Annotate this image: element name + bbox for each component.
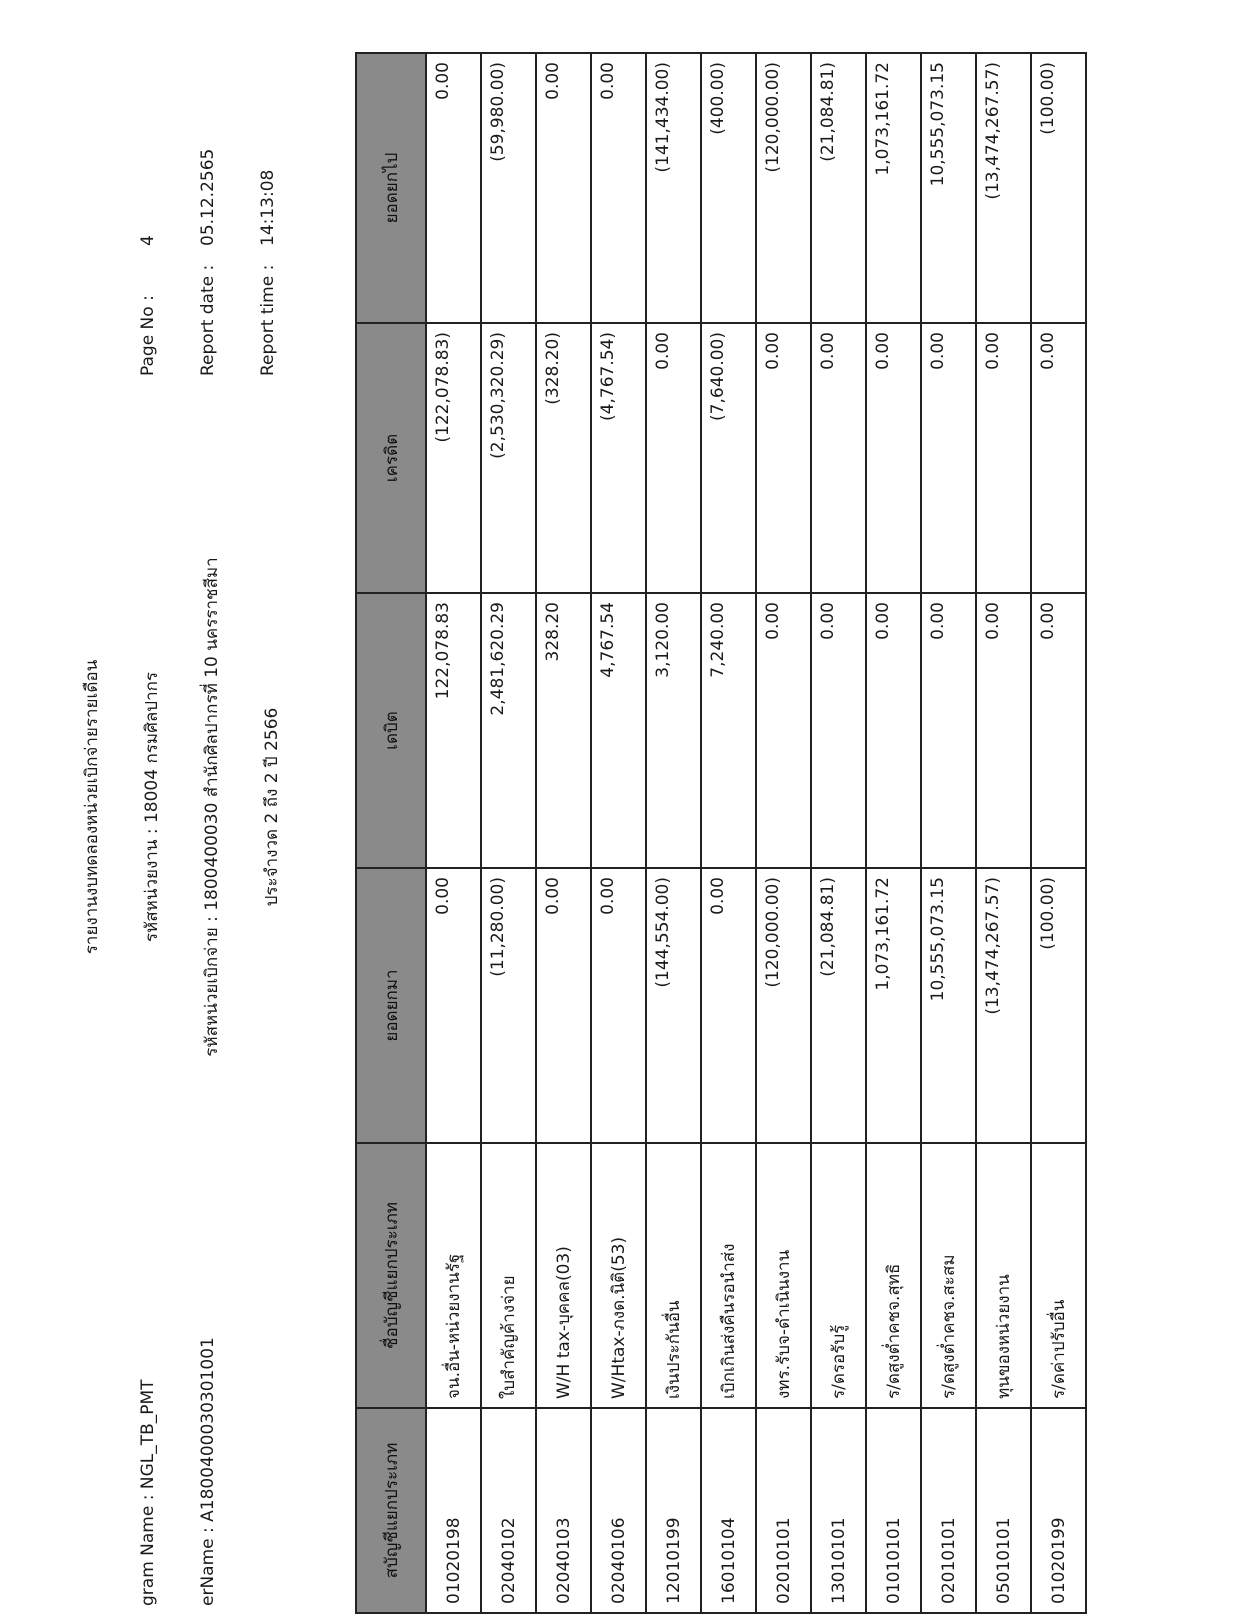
col-header-debit: เดบิต xyxy=(356,593,426,868)
table-row xyxy=(756,53,811,1613)
cell-account-name: เบิกเกินส่งคืนรอนำส่ง xyxy=(701,1143,756,1408)
col-header-opening-balance: ยอดยกมา xyxy=(356,868,426,1143)
cell-closing-balance: (59,980.00) xyxy=(481,53,536,323)
program-name: gram Name : NGL_TB_PMT xyxy=(138,1379,158,1606)
cell-account-code: 01020198 xyxy=(426,1408,481,1613)
col-header-closing-balance: ยอดยกไป xyxy=(356,53,426,323)
cell-account-code: 01010101 xyxy=(866,1408,921,1613)
disbursing-unit-line: รหัสหน่วยเบิกจ่าย : 1800400030 สำนักศิลปากรที่ 10 นครราชสีมา xyxy=(202,557,222,1057)
cell-closing-balance: (13,474,267.57) xyxy=(976,53,1031,323)
cell-opening-balance: 10,555,073.15 xyxy=(921,868,976,1143)
col-header-credit: เครดิต xyxy=(356,323,426,593)
agency-line: รหัสหน่วยงาน : 18004 กรมศิลปากร xyxy=(142,671,162,943)
cell-credit: 0.00 xyxy=(976,323,1031,593)
table-row xyxy=(591,53,646,1613)
cell-closing-balance: 0.00 xyxy=(591,53,646,323)
cell-account-name: จน.อื่น-หน่วยงานรัฐ xyxy=(426,1143,481,1408)
cell-debit: 0.00 xyxy=(866,593,921,868)
cell-opening-balance: (120,000.00) xyxy=(756,868,811,1143)
table-header-row xyxy=(356,53,426,1613)
cell-debit: 0.00 xyxy=(921,593,976,868)
cell-account-name: ร/ดค่าปรับอื่น xyxy=(1031,1143,1086,1408)
cell-closing-balance: 0.00 xyxy=(426,53,481,323)
cell-credit: 0.00 xyxy=(1031,323,1086,593)
table-row xyxy=(1031,53,1086,1613)
cell-opening-balance: 0.00 xyxy=(591,868,646,1143)
cell-debit: 328.20 xyxy=(536,593,591,868)
cell-account-name: ร/ดสูงต่ำคชจ.สะสม xyxy=(921,1143,976,1408)
cell-closing-balance: 1,073,161.72 xyxy=(866,53,921,323)
cell-debit: 4,767.54 xyxy=(591,593,646,868)
page-no-value: 4 xyxy=(138,235,158,246)
cell-account-code: 02010101 xyxy=(921,1408,976,1613)
cell-account-code: 13010101 xyxy=(811,1408,866,1613)
cell-credit: 0.00 xyxy=(646,323,701,593)
cell-account-name: ร/ดรอรับรู้ xyxy=(811,1143,866,1408)
cell-credit: (4,767.54) xyxy=(591,323,646,593)
report-time-label: Report time : xyxy=(258,264,278,376)
cell-credit: (7,640.00) xyxy=(701,323,756,593)
cell-account-code: 02040103 xyxy=(536,1408,591,1613)
report-date-label: Report date : xyxy=(198,264,218,376)
cell-closing-balance: 10,555,073.15 xyxy=(921,53,976,323)
report-date-value: 05.12.2565 xyxy=(198,148,218,246)
table-row xyxy=(426,53,481,1613)
cell-debit: 0.00 xyxy=(1031,593,1086,868)
cell-account-code: 01020199 xyxy=(1031,1408,1086,1613)
period-line: ประจำงวด 2 ถึง 2 ปี 2566 xyxy=(262,707,282,907)
cell-account-name: เงินประกันอื่น xyxy=(646,1143,701,1408)
cell-account-code: 02010101 xyxy=(756,1408,811,1613)
user-name: erName : A1800400030301001 xyxy=(198,1337,218,1606)
col-header-account-name: ชื่อบัญชีแยกประเภท xyxy=(356,1143,426,1408)
cell-debit: 3,120.00 xyxy=(646,593,701,868)
trial-balance-table xyxy=(355,52,1087,1614)
cell-opening-balance: (11,280.00) xyxy=(481,868,536,1143)
cell-account-name: ทุนของหน่วยงาน xyxy=(976,1143,1031,1408)
cell-opening-balance: (144,554.00) xyxy=(646,868,701,1143)
cell-closing-balance: (120,000.00) xyxy=(756,53,811,323)
report-time-value: 14:13:08 xyxy=(258,169,278,246)
cell-credit: (328.20) xyxy=(536,323,591,593)
cell-account-code: 12010199 xyxy=(646,1408,701,1613)
cell-credit: 0.00 xyxy=(756,323,811,593)
cell-closing-balance: (400.00) xyxy=(701,53,756,323)
cell-credit: 0.00 xyxy=(921,323,976,593)
col-header-account-code: สบัญชีแยกประเภท xyxy=(356,1408,426,1613)
cell-closing-balance: 0.00 xyxy=(536,53,591,323)
cell-account-name: W/Htax-ภงด.นิติ(53) xyxy=(591,1143,646,1408)
page-no-label: Page No : xyxy=(138,295,158,376)
cell-debit: 0.00 xyxy=(756,593,811,868)
cell-account-name: งทร.รับจ-ดำเนินงาน xyxy=(756,1143,811,1408)
cell-debit: 0.00 xyxy=(976,593,1031,868)
cell-account-code: 16010104 xyxy=(701,1408,756,1613)
cell-closing-balance: (141,434.00) xyxy=(646,53,701,323)
cell-opening-balance: (21,084.81) xyxy=(811,868,866,1143)
cell-closing-balance: (21,084.81) xyxy=(811,53,866,323)
cell-credit: (122,078.83) xyxy=(426,323,481,593)
cell-credit: 0.00 xyxy=(811,323,866,593)
cell-opening-balance: 0.00 xyxy=(536,868,591,1143)
table-row xyxy=(866,53,921,1613)
table-row xyxy=(811,53,866,1613)
cell-opening-balance: (13,474,267.57) xyxy=(976,868,1031,1143)
cell-account-code: 05010101 xyxy=(976,1408,1031,1613)
cell-account-name: W/H tax-บุคคล(03) xyxy=(536,1143,591,1408)
cell-opening-balance: (100.00) xyxy=(1031,868,1086,1143)
cell-opening-balance: 1,073,161.72 xyxy=(866,868,921,1143)
table-row xyxy=(646,53,701,1613)
table-row xyxy=(481,53,536,1613)
table-row xyxy=(921,53,976,1613)
cell-opening-balance: 0.00 xyxy=(701,868,756,1143)
table-row xyxy=(536,53,591,1613)
table-row xyxy=(701,53,756,1613)
cell-debit: 7,240.00 xyxy=(701,593,756,868)
cell-debit: 0.00 xyxy=(811,593,866,868)
report-title: รายงานงบทดลองหน่วยเบิกจ่ายรายเดือน xyxy=(82,659,102,955)
cell-credit: (2,530,320.29) xyxy=(481,323,536,593)
cell-account-name: ร/ดสูงต่ำคชจ.สุทธิ xyxy=(866,1143,921,1408)
cell-closing-balance: (100.00) xyxy=(1031,53,1086,323)
cell-account-code: 02040102 xyxy=(481,1408,536,1613)
cell-debit: 2,481,620.29 xyxy=(481,593,536,868)
cell-debit: 122,078.83 xyxy=(426,593,481,868)
cell-account-name: ใบสำคัญค้างจ่าย xyxy=(481,1143,536,1408)
cell-credit: 0.00 xyxy=(866,323,921,593)
table-row xyxy=(976,53,1031,1613)
cell-opening-balance: 0.00 xyxy=(426,868,481,1143)
cell-account-code: 02040106 xyxy=(591,1408,646,1613)
